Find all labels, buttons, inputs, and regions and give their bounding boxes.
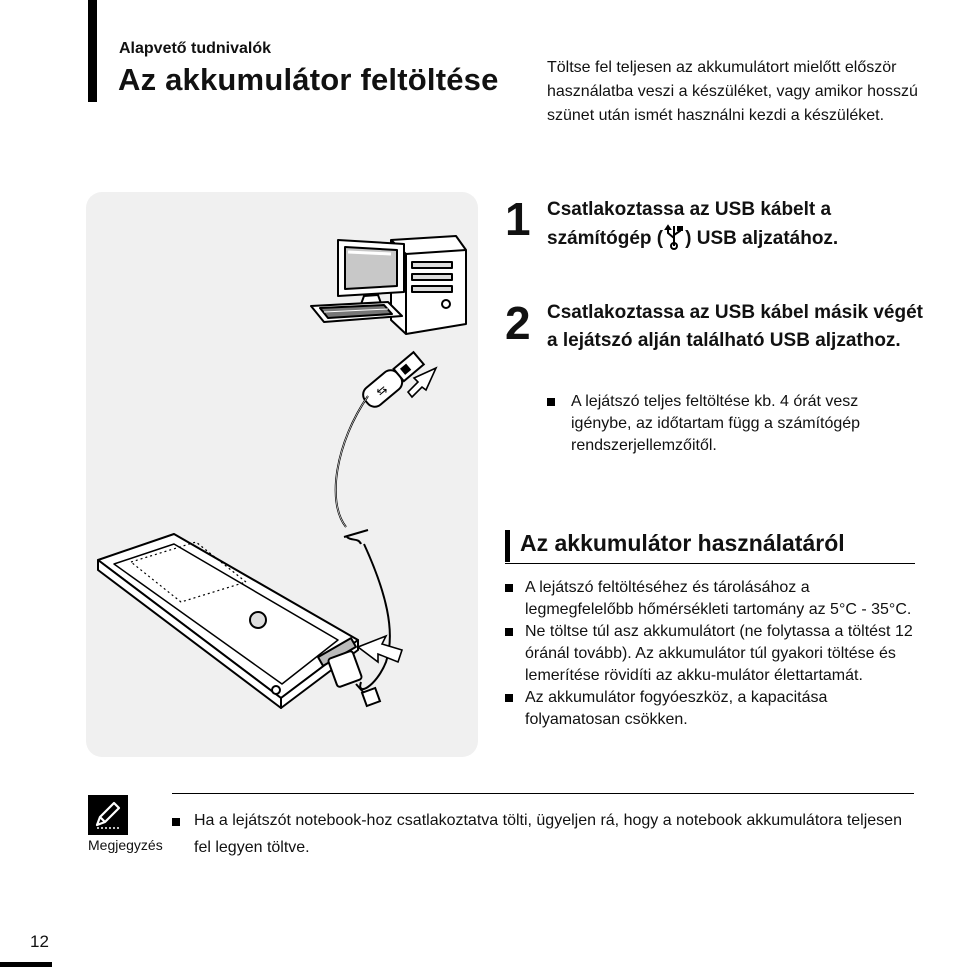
charging-illustration	[86, 192, 478, 757]
step-1-number: 1	[505, 193, 531, 245]
step-2-number: 2	[505, 297, 531, 349]
bullet-square-icon	[547, 398, 555, 406]
page-title: Az akkumulátor feltöltése	[118, 62, 499, 97]
usage-list	[505, 577, 915, 731]
bullet-square-icon	[505, 694, 513, 702]
usage-heading-bar	[505, 530, 510, 562]
note-text: Ha a lejátszót notebook-hoz csatlakoztatva tölti, ügyeljen rá, hogy a notebook akkumulátora teljesen fel legyen töltve.	[172, 807, 917, 861]
step-1-text: Csatlakoztassa az USB kábelt a számítógép ( ) USB aljzatához.	[547, 199, 839, 249]
pencil-note-icon	[88, 795, 128, 835]
note-rule	[172, 793, 914, 794]
bullet-square-icon	[505, 628, 513, 636]
bullet-square-icon	[505, 584, 513, 592]
list-item: Ne töltse túl asz akkumulátort (ne folytassa a töltést 12 óránál tovább). Az akkumulátor túl gyakori töltése és lemerítése rövidíti az akku-mulátor élettartamát.	[505, 621, 915, 687]
note-label: Megjegyzés	[88, 837, 163, 853]
svg-text:⇆: ⇆	[373, 381, 391, 400]
step-2-note: A lejátszó teljes feltöltése kb. 4 órát vesz igénybe, az időtartam függ a számítógép rendszerjellemzőitől.	[547, 391, 917, 457]
usage-heading: Az akkumulátor használatáról	[520, 530, 845, 556]
step-2-text: Csatlakoztassa az USB kábel másik végét a lejátszó alján található USB aljzathoz.	[547, 302, 923, 351]
bullet-square-icon	[172, 818, 180, 826]
section-label: Alapvető tudnivalók	[119, 40, 272, 57]
page-number: 12	[30, 932, 49, 951]
intro-text: Töltse fel teljesen az akkumulátort mielőtt először használatba veszi a készüléket, vagy amikor hosszú szünet után ismét használni kezdi a készüléket.	[547, 59, 918, 124]
section-marker-bar	[88, 0, 97, 102]
list-item: Az akkumulátor fogyóeszköz, a kapacitása folyamatosan csökken.	[505, 687, 915, 731]
usb-icon	[663, 224, 685, 250]
page-number-rule	[0, 962, 52, 967]
usage-heading-rule	[505, 563, 915, 564]
list-item: A lejátszó feltöltéséhez és tárolásához a legmegfelelőbb hőmérsékleti tartomány az 5°C - 35°C.	[505, 577, 915, 621]
